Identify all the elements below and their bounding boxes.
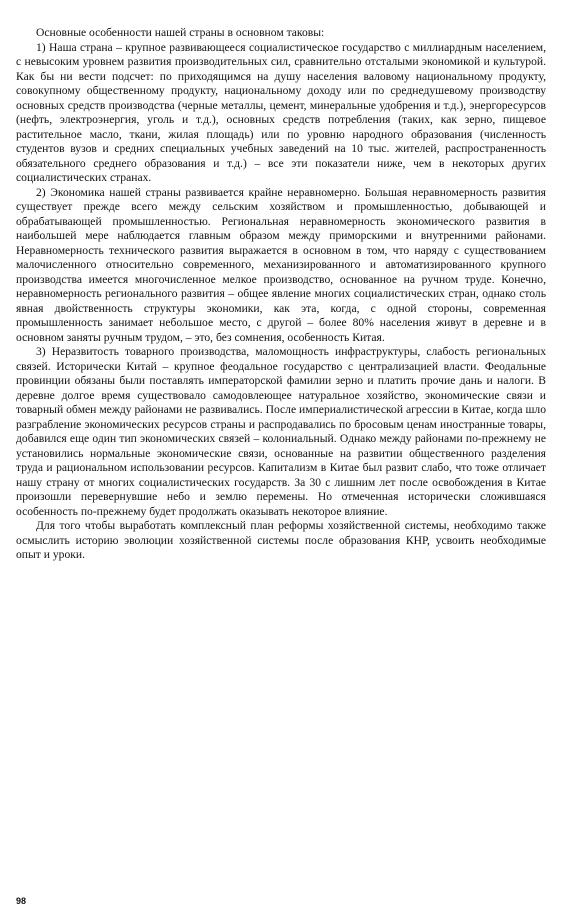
paragraph-point-2: 2) Экономика нашей страны развивается крайне неравномерно. Большая неравномерность развития существует прежде всего между сельским хозяйством и промышленностью, добывающей и обрабатывающей промышленностью. Региональная неравномерность экономического развития в наибольшей мере наблюдается главным образом между приморскими и внутренними районами. Неравномерность технического развития выражается в основном в том, что наряду с существованием малочисленного относительно современного, механизированного и автоматизированного крупного производства имеется многочисленное мелкое производство, основанное на ручном труде. Конечно, неравномерность регионального развития – общее явление многих социалистических стран, однако столь явная двойственность структуры экономики, как эта, когда, с одной стороны, современная промышленность занимает небольшое место, с другой – более 80% населения живут в деревне и в основном заняты ручным трудом, – это, без сомнения, особенность Китая.: [16, 185, 546, 344]
body-text: [16, 26, 546, 563]
closing-paragraph: Для того чтобы выработать комплексный план реформы хозяйственной системы, необходимо также осмыслить историю эволюции хозяйственной системы после образования КНР, усвоить необходимые опыт и уроки.: [16, 519, 546, 561]
page-number: 98: [16, 896, 27, 906]
paragraph-point-3: 3) Неразвитость товарного производства, маломощность инфраструктуры, слабость региональных связей. Исторически Китай – крупное феодальное государство с централизацией власти. Феодальные провинции обязаны были поставлять императорской фамилии зерно и платить прочие дань и налоги. В деревне долгое время существовало самодовлеющее натуральное хозяйство, экономические связи и товарный обмен между районами не развивались. После империалистической агрессии в Китае, когда шло разграбление экономических ресурсов страны и распродавались по бросовым ценам иностранные товары, добавился еще один тип экономических связей – колониальный. Однако между районами по-прежнему не установились нормальные экономические связи, основанные на развитии общественного разделения труда и рациональном использовании ресурсов. Капитализм в Китае был развит слабо, что тоже отличает нашу страну от многих социалистических государств. За 30 с лишним лет после освобождения в Китае произошли перевернувшие небо и землю перемены. Но отмеченная исторически сложившаяся особенность по-прежнему будет продолжать оказывать некоторое влияние.: [16, 345, 546, 518]
intro-paragraph: Основные особенности нашей страны в основном таковы:: [36, 26, 325, 39]
paragraph-point-1: 1) Наша страна – крупное развивающееся социалистическое государство с миллиардным населением, с невысоким уровнем развития производительных сил, сравнительно отсталыми экономикой и культурой. Как бы ни вести подсчет: по приходящимся на душу населения валовому национальному продукту, совокупному общественному продукту, национальному доходу или по среднедушевому производству основных средств производства (черные металлы, цемент, минеральные удобрения и т.д.), энергоресурсов (нефть, электроэнергия, уголь и т.д.), основных средств потребления (таких, как зерно, пищевое растительное масло, ткани, жилая площадь) или по уровню народного образования (численность студентов вузов и средних специальных учебных заведений на 10 тыс. жителей, распространенность обязательного среднего образования и т.д.) – все эти показатели ниже, чем в некоторых других социалистических странах.: [16, 40, 546, 184]
